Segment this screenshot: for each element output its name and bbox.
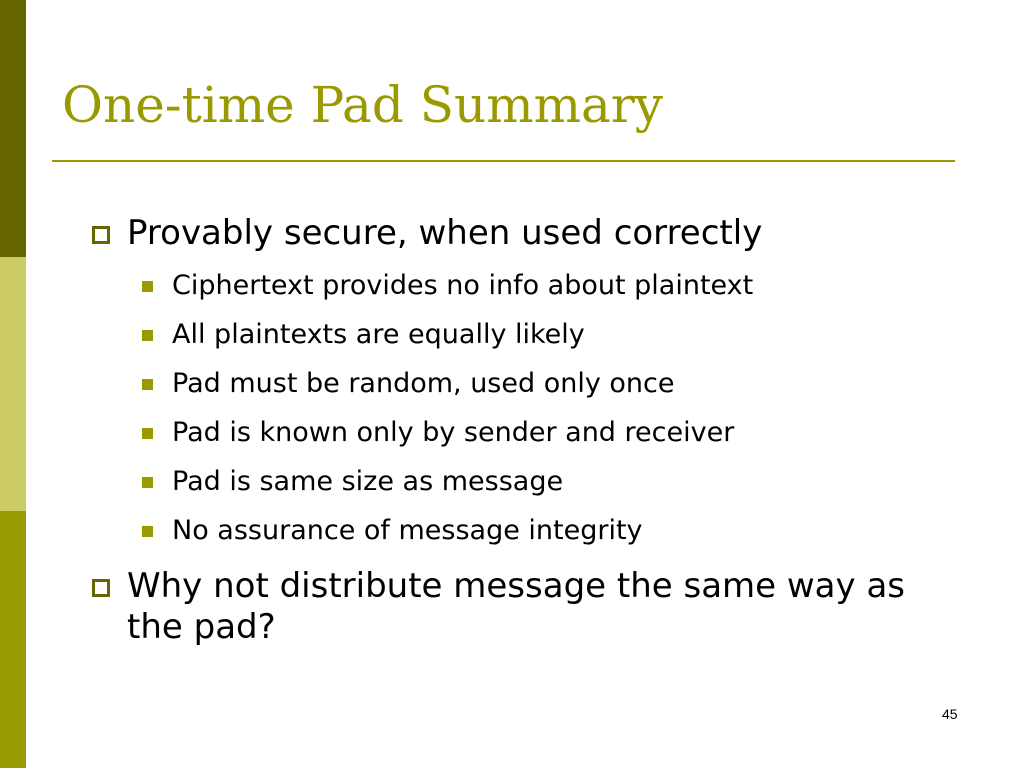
filled-square-bullet-icon <box>142 330 153 341</box>
sub-bullet-no-integrity <box>142 515 942 547</box>
filled-square-bullet-icon <box>142 281 153 292</box>
sub-bullet-text: Pad is same size as message <box>172 466 564 497</box>
sidebar-stripe-middle <box>0 257 26 511</box>
page-number: 45 <box>942 706 958 722</box>
hollow-square-bullet-icon <box>92 226 110 244</box>
hollow-square-bullet-icon <box>92 579 110 597</box>
sub-bullet-pad-size <box>142 466 942 498</box>
filled-square-bullet-icon <box>142 526 153 537</box>
sub-bullet-ciphertext <box>142 270 942 302</box>
sub-bullet-plaintexts <box>142 319 942 351</box>
sub-bullet-text: Ciphertext provides no info about plaintext <box>172 270 754 301</box>
sub-bullet-pad-known <box>142 417 942 449</box>
sub-bullet-text: Pad must be random, used only once <box>172 368 675 399</box>
bullet-provably-secure <box>92 213 932 254</box>
filled-square-bullet-icon <box>142 477 153 488</box>
sidebar-stripe-bottom <box>0 511 26 768</box>
bullet-text: Provably secure, when used correctly <box>127 213 763 253</box>
title-underline <box>52 160 955 162</box>
sidebar-stripe-top <box>0 0 26 257</box>
sub-bullet-text: No assurance of message integrity <box>172 515 643 546</box>
sub-bullet-text: All plaintexts are equally likely <box>172 319 585 350</box>
filled-square-bullet-icon <box>142 379 153 390</box>
filled-square-bullet-icon <box>142 428 153 439</box>
bullet-text: Why not distribute message the same way as the pad? <box>127 566 905 647</box>
sub-bullet-pad-random <box>142 368 942 400</box>
sub-bullet-text: Pad is known only by sender and receiver <box>172 417 735 448</box>
slide-title: One-time Pad Summary <box>62 76 664 134</box>
bullet-why-not-distribute <box>92 566 932 648</box>
